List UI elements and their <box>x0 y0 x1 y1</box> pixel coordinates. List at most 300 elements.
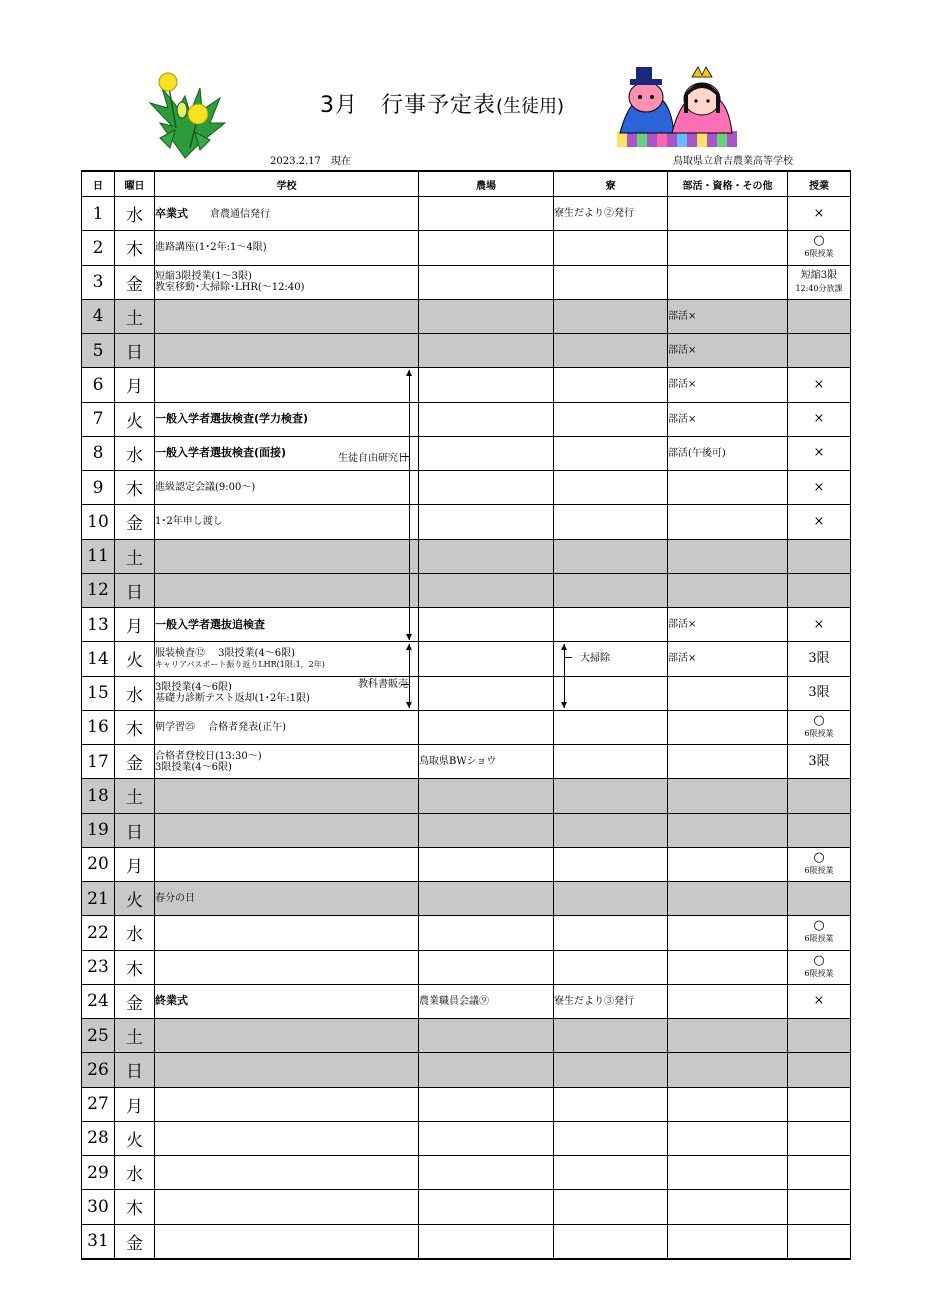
day-number-cell <box>82 950 115 984</box>
class-cell <box>788 882 851 916</box>
day-number: 3 <box>92 272 104 293</box>
day-number-cell <box>82 1190 115 1224</box>
day-number-cell <box>82 745 115 779</box>
dorm-cell <box>554 950 668 984</box>
class-mark: ○ <box>813 849 825 865</box>
school-cell <box>155 368 419 402</box>
weekday: 水 <box>126 925 143 946</box>
class-cell <box>788 436 851 470</box>
day-number-cell <box>82 402 115 436</box>
farm-cell <box>419 847 554 881</box>
club-cell <box>668 882 788 916</box>
research-days-tick <box>401 456 409 457</box>
class-cell <box>788 745 851 779</box>
dorm-cell <box>554 265 668 299</box>
weekday: 木 <box>126 480 143 501</box>
table-row <box>82 1019 851 1053</box>
class-cell <box>788 334 851 368</box>
farm-cell <box>419 882 554 916</box>
day-number: 1 <box>92 203 104 224</box>
day-number: 9 <box>92 477 104 498</box>
school-event: 服装検査⑫ 3限授業(4～6限) <box>155 647 296 659</box>
class-mark: × <box>813 616 825 632</box>
day-number-cell <box>82 539 115 573</box>
school-cell <box>155 539 419 573</box>
weekday-cell <box>115 231 155 265</box>
school-cell <box>155 1224 419 1258</box>
club-cell <box>668 436 788 470</box>
header-row <box>82 171 851 197</box>
farm-event: 農業職員会議⑨ <box>419 995 489 1007</box>
farm-cell <box>419 745 554 779</box>
dorm-event: 寮生だより②発行 <box>554 208 634 220</box>
school-note: 倉農通信発行 <box>210 208 270 220</box>
dorm-cell <box>554 779 668 813</box>
notes-row <box>82 1258 851 1259</box>
class-cell <box>788 1224 851 1258</box>
club-cell <box>668 984 788 1018</box>
weekday: 火 <box>126 651 143 672</box>
col-header-farm: 農場 <box>419 171 554 197</box>
dorm-cell <box>554 197 668 231</box>
day-number: 2 <box>92 237 104 258</box>
farm-cell <box>419 539 554 573</box>
weekday-cell <box>115 1224 155 1258</box>
col-header-dorm: 寮 <box>554 171 668 197</box>
dorm-event: 寮生だより③発行 <box>554 995 634 1007</box>
club-event: 部活× <box>668 653 697 665</box>
school-cell <box>155 1156 419 1190</box>
day-number-cell <box>82 1053 115 1087</box>
school-cell <box>155 436 419 470</box>
table-row <box>82 745 851 779</box>
weekday: 水 <box>126 206 143 227</box>
day-number-cell <box>82 1121 115 1155</box>
school-cell <box>155 950 419 984</box>
school-event-2: 教室移動･大掃除･LHR(～12:40) <box>155 282 305 294</box>
dorm-cell <box>554 231 668 265</box>
day-number-cell <box>82 642 115 676</box>
dorm-cell <box>554 471 668 505</box>
day-number-cell <box>82 779 115 813</box>
table-row <box>82 1087 851 1121</box>
school-event: 朝学習㉕ 合格者発表(正午) <box>155 721 286 733</box>
weekday-cell <box>115 813 155 847</box>
weekday-cell <box>115 197 155 231</box>
weekday-cell <box>115 1190 155 1224</box>
school-cell <box>155 299 419 333</box>
day-number: 6 <box>92 374 104 395</box>
school-event: 短縮3限授業(1～3限) <box>155 271 252 283</box>
day-number-cell <box>82 882 115 916</box>
weekday-cell <box>115 402 155 436</box>
col-header-class: 授業 <box>788 171 851 197</box>
weekday: 土 <box>126 548 143 569</box>
weekday: 木 <box>126 959 143 980</box>
school-cell <box>155 1019 419 1053</box>
day-number-cell <box>82 573 115 607</box>
arrow-down-icon <box>406 634 412 640</box>
class-cell <box>788 676 851 710</box>
school-event-2: 基礎力診断テスト返却(1･2年:1限) <box>155 693 310 705</box>
day-number: 8 <box>92 443 104 464</box>
table-row <box>82 265 851 299</box>
dorm-cell <box>554 642 668 676</box>
school-event: 一般入学者選抜検査(学力検査) <box>155 412 309 426</box>
weekday: 月 <box>126 856 143 877</box>
table-row <box>82 1190 851 1224</box>
weekday: 金 <box>126 993 143 1014</box>
school-cell <box>155 984 419 1018</box>
farm-cell <box>419 642 554 676</box>
weekday-cell <box>115 1019 155 1053</box>
dorm-cell <box>554 368 668 402</box>
notes-cell-dorm <box>554 1258 668 1259</box>
day-number-cell <box>82 197 115 231</box>
class-mark: ○ <box>813 233 825 249</box>
farm-cell <box>419 1190 554 1224</box>
school-cell <box>155 710 419 744</box>
club-cell <box>668 813 788 847</box>
dorm-cell <box>554 1087 668 1121</box>
day-number-cell <box>82 471 115 505</box>
school-side-note: 生徒自由研究日 <box>338 452 408 464</box>
school-cell <box>155 1053 419 1087</box>
notes-cell-school <box>155 1258 419 1259</box>
club-cell <box>668 334 788 368</box>
day-number: 24 <box>87 991 109 1012</box>
day-number-cell <box>82 813 115 847</box>
club-cell <box>668 779 788 813</box>
weekday: 土 <box>126 308 143 329</box>
class-mark: 3限 <box>808 753 830 769</box>
class-cell <box>788 368 851 402</box>
school-cell <box>155 402 419 436</box>
dorm-cell <box>554 334 668 368</box>
weekday: 月 <box>126 617 143 638</box>
day-number: 28 <box>87 1128 109 1149</box>
school-cell <box>155 1087 419 1121</box>
day-number: 25 <box>87 1025 109 1046</box>
table-row <box>82 299 851 333</box>
weekday: 金 <box>126 514 143 535</box>
table-row <box>82 950 851 984</box>
weekday: 火 <box>126 411 143 432</box>
day-number: 27 <box>87 1094 109 1115</box>
weekday-cell <box>115 299 155 333</box>
weekday-cell <box>115 471 155 505</box>
day-number: 15 <box>87 683 109 704</box>
school-cell <box>155 197 419 231</box>
notes-cell-day <box>82 1258 115 1259</box>
arrow-up-icon <box>406 370 412 376</box>
class-cell <box>788 916 851 950</box>
day-number: 17 <box>87 751 109 772</box>
school-cell <box>155 882 419 916</box>
weekday-cell <box>115 710 155 744</box>
weekday-cell <box>115 642 155 676</box>
school-event: 1･2年申し渡し <box>155 516 223 528</box>
club-cell <box>668 402 788 436</box>
weekday: 木 <box>126 719 143 740</box>
school-cell <box>155 847 419 881</box>
class-mark: × <box>813 445 825 461</box>
weekday-cell <box>115 882 155 916</box>
dorm-cell <box>554 745 668 779</box>
dorm-cell <box>554 505 668 539</box>
dorm-cell <box>554 1019 668 1053</box>
class-mark: 3限 <box>808 685 830 701</box>
club-event: 部活× <box>668 345 697 357</box>
weekday-cell <box>115 984 155 1018</box>
weekday-cell <box>115 676 155 710</box>
table-row <box>82 847 851 881</box>
farm-cell <box>419 950 554 984</box>
day-number: 20 <box>87 854 109 875</box>
class-note: 6限授業 <box>804 934 834 944</box>
club-cell <box>668 1121 788 1155</box>
table-row <box>82 471 851 505</box>
notes-cell-farm <box>419 1258 554 1259</box>
day-number: 26 <box>87 1059 109 1080</box>
club-cell <box>668 573 788 607</box>
table-row <box>82 402 851 436</box>
class-cell <box>788 1053 851 1087</box>
farm-cell <box>419 368 554 402</box>
weekday-cell <box>115 505 155 539</box>
farm-cell <box>419 436 554 470</box>
farm-cell <box>419 402 554 436</box>
farm-cell <box>419 471 554 505</box>
school-event-2: キャリアパスポート振り返りLHR(1限:1，2年) <box>155 659 325 669</box>
weekday: 日 <box>126 822 143 843</box>
class-mark: × <box>813 205 825 221</box>
farm-cell <box>419 916 554 950</box>
day-number: 29 <box>87 1162 109 1183</box>
class-cell <box>788 197 851 231</box>
school-event: 進級認定会議(9:00～) <box>155 482 256 494</box>
school-event: 卒業式 <box>155 206 188 220</box>
class-cell <box>788 539 851 573</box>
arrow-down-icon <box>561 702 567 708</box>
class-mark: ○ <box>813 918 825 934</box>
farm-cell <box>419 231 554 265</box>
day-number-cell <box>82 1019 115 1053</box>
class-note: 6限授業 <box>804 865 834 875</box>
day-number: 10 <box>87 511 109 532</box>
school-event: 春分の日 <box>155 893 195 905</box>
class-cell <box>788 1019 851 1053</box>
day-number: 18 <box>87 785 109 806</box>
school-cell <box>155 265 419 299</box>
day-number: 31 <box>87 1231 109 1252</box>
dorm-cell <box>554 539 668 573</box>
farm-cell <box>419 334 554 368</box>
weekday-cell <box>115 1121 155 1155</box>
day-number: 13 <box>87 614 109 635</box>
club-cell <box>668 539 788 573</box>
weekday-cell <box>115 1087 155 1121</box>
dorm-cell <box>554 984 668 1018</box>
title-main: 3月 行事予定表 <box>320 93 496 118</box>
school-event: 進路講座(1･2年:1～4限) <box>155 242 267 254</box>
club-cell <box>668 197 788 231</box>
class-mark: ○ <box>813 952 825 968</box>
class-cell <box>788 1121 851 1155</box>
dorm-cell <box>554 402 668 436</box>
schedule-table <box>81 170 851 1260</box>
club-cell <box>668 1019 788 1053</box>
table-row <box>82 1156 851 1190</box>
class-mark: 3限 <box>808 650 830 666</box>
cleaning-bracket <box>564 644 565 709</box>
title-sub: (生徒用) <box>496 96 565 117</box>
weekday-cell <box>115 573 155 607</box>
school-cell <box>155 676 419 710</box>
school-side-note: 教科書販売 <box>358 678 408 690</box>
club-cell <box>668 1224 788 1258</box>
school-cell <box>155 573 419 607</box>
arrow-up-icon <box>561 644 567 650</box>
club-cell <box>668 676 788 710</box>
weekday: 木 <box>126 240 143 261</box>
school-cell <box>155 745 419 779</box>
dorm-cell <box>554 847 668 881</box>
class-cell <box>788 984 851 1018</box>
school-cell <box>155 334 419 368</box>
day-number: 16 <box>87 717 109 738</box>
school-cell <box>155 231 419 265</box>
club-cell <box>668 231 788 265</box>
farm-cell <box>419 505 554 539</box>
weekday: 土 <box>126 1028 143 1049</box>
club-cell <box>668 368 788 402</box>
day-number: 14 <box>87 648 109 669</box>
col-header-school: 学校 <box>155 171 419 197</box>
farm-cell <box>419 265 554 299</box>
weekday: 火 <box>126 891 143 912</box>
day-number-cell <box>82 847 115 881</box>
day-number-cell <box>82 916 115 950</box>
weekday-cell <box>115 916 155 950</box>
table-row <box>82 813 851 847</box>
dorm-cell <box>554 608 668 642</box>
class-cell <box>788 471 851 505</box>
table-row <box>82 505 851 539</box>
weekday-cell <box>115 779 155 813</box>
dorm-event: 大掃除 <box>580 653 610 665</box>
weekday: 土 <box>126 788 143 809</box>
class-cell <box>788 779 851 813</box>
weekday: 水 <box>126 445 143 466</box>
weekday: 金 <box>126 754 143 775</box>
class-mark: × <box>813 993 825 1009</box>
school-cell <box>155 608 419 642</box>
table-row <box>82 1053 851 1087</box>
school-cell <box>155 1121 419 1155</box>
weekday: 金 <box>126 1233 143 1254</box>
class-note: 6限授業 <box>804 968 834 978</box>
weekday: 金 <box>126 274 143 295</box>
table-row <box>82 573 851 607</box>
class-cell <box>788 1087 851 1121</box>
class-note: 6限授業 <box>804 728 834 738</box>
class-mark: ○ <box>813 712 825 728</box>
class-mark: × <box>813 479 825 495</box>
as-of-date: 2023.2.17 現在 <box>270 156 351 167</box>
col-header-club: 部活・資格・その他 <box>668 171 788 197</box>
hina-dolls-illustration <box>612 65 742 150</box>
day-number-cell <box>82 1087 115 1121</box>
day-number: 21 <box>87 888 109 909</box>
farm-cell <box>419 1053 554 1087</box>
day-number-cell <box>82 334 115 368</box>
school-cell <box>155 471 419 505</box>
day-number-cell <box>82 1224 115 1258</box>
table-row <box>82 1224 851 1258</box>
weekday: 水 <box>126 1165 143 1186</box>
table-row <box>82 710 851 744</box>
weekday-cell <box>115 608 155 642</box>
day-number-cell <box>82 505 115 539</box>
club-cell <box>668 1190 788 1224</box>
table-row <box>82 676 851 710</box>
dorm-cell <box>554 882 668 916</box>
school-cell <box>155 505 419 539</box>
textbook-sale-bracket <box>409 644 410 709</box>
farm-cell <box>419 676 554 710</box>
farm-cell <box>419 710 554 744</box>
day-number-cell <box>82 436 115 470</box>
day-number-cell <box>82 231 115 265</box>
table-row <box>82 608 851 642</box>
weekday-cell <box>115 950 155 984</box>
school-cell <box>155 813 419 847</box>
weekday: 火 <box>126 1130 143 1151</box>
day-number: 23 <box>87 957 109 978</box>
weekday-cell <box>115 1156 155 1190</box>
dorm-cell <box>554 573 668 607</box>
col-header-day: 日 <box>82 171 115 197</box>
class-mark: × <box>813 411 825 427</box>
arrow-up-icon <box>406 644 412 650</box>
table-row <box>82 779 851 813</box>
class-cell <box>788 299 851 333</box>
farm-cell <box>419 608 554 642</box>
dorm-cell <box>554 1190 668 1224</box>
weekday: 日 <box>126 582 143 603</box>
club-cell <box>668 745 788 779</box>
dorm-cell <box>554 299 668 333</box>
weekday-cell <box>115 1053 155 1087</box>
arrow-down-icon <box>406 702 412 708</box>
table-row <box>82 368 851 402</box>
club-cell <box>668 471 788 505</box>
weekday: 水 <box>126 685 143 706</box>
farm-cell <box>419 1121 554 1155</box>
weekday: 日 <box>126 343 143 364</box>
weekday-cell <box>115 334 155 368</box>
cleaning-tick <box>564 657 572 658</box>
dorm-cell <box>554 676 668 710</box>
dorm-cell <box>554 916 668 950</box>
club-event: 部活× <box>668 619 697 631</box>
club-cell <box>668 950 788 984</box>
school-cell <box>155 916 419 950</box>
day-number: 12 <box>87 580 109 601</box>
club-cell <box>668 710 788 744</box>
day-number-cell <box>82 368 115 402</box>
